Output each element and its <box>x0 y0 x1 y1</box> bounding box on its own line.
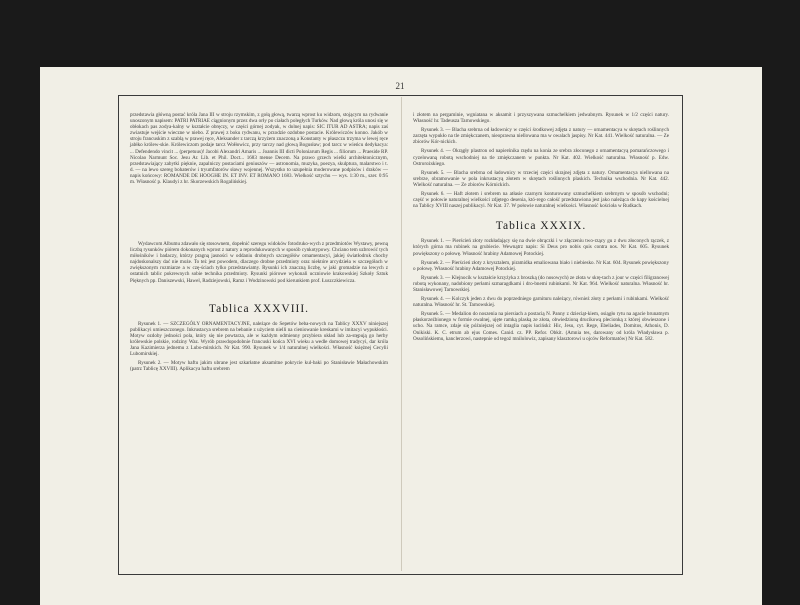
column-divider <box>401 97 402 571</box>
right-paragraph-4: Rysunek 5. — Blacha srebrna od ładownicy w trzeciej części skrajnej zdjęta z natury. Ornamentacya niellowana na srebrze, obramowanie w pola inkrustacyą złotem w skrętach roślinnych plaskich. Technika wschodnia. Nr Kat. 442. Wielkość naturalna. — Ze zbiorów Kórnickich. <box>413 169 669 188</box>
right-paragraph-3: Rysunek 4. — Okrągły plastron od napierśnika rzędu na konia ze srebra złoconego z ornamentacyą pomarańczowego i cyzelowaną robotą wschodniej na tle zmiękczanem w punkta. Nr Kat. 402. Wielkość naturalna. Własność p. Edw. Ostrorożskiego. <box>413 148 669 167</box>
section-heading-xxxviii: Tablica XXXVIII. <box>208 302 310 315</box>
left-column <box>130 112 388 188</box>
right-paragraph-5: Rysunek 6. — Haft złotem i srebrem na atłasie czarnym konturowany szmuchelkiem srebrnym w sposób wschodni; część w połowie naturalnej wielkości zdjętego desenia, któ-rego całość przedstawiona jest jako należąca do kapy kościelnej na Tablicy XVIII naszej publikacyi. Nr Kat. 37. W połowie naturalnej wielkości. Własność kościoła w Rudkach. <box>413 191 669 210</box>
right-paragraph-1: i złotem na pergaminie, wgniatana w aksamit i przyszywana szmuchelkiem jedwabnym. Rysunek w 1/2 części natury. Własność hr. Tadeusza Tarnowskiego. <box>413 112 669 125</box>
right-paragraph-10: Rysunek 5. — Medalion do noszenia na piersiach a postacią N. Panny z dzieciąt-kiem, osiągło rytu na agacie brunatnym płaskorzeźbionego w formie owalnej, ujęte ramką plaską ze złota, obwiedzioną drucikową plecionką z której obwieszone i ucho. Na ramce, zdaje się późniejszej od intaglia napis łaciński: Hic, Jesu, cyt. Rege, Ebeliades, Domitos, Athonis, D. Onikiski. K. C. etrum ab ejus Comes. Canid. cz. PP. Refor. Obkit. (Amnia tes, darowany od króla Władysława p. Ossolińskiemu, kanclerzowi, nastepnie od tegoż mnilolowiz, zapisany klasztorowi u ojców Reformatów) Nr Kat. 582. <box>413 311 669 342</box>
right-paragraph-6: Rysunek 1. — Pierścień złoty rozkładający się na dwie obrączki i w złączeniu two-rzący gu z dwu złoconych rączek, z których górna ma rubinek na grubiecie. Wewnątrz napis: Si Deus pro nobis quis contra nos. Nr Kat. 605. Rysunek powiększony o połowę. Własność hrabiny Adamowej Potockiej. <box>413 238 669 257</box>
left-column-lower <box>130 241 388 375</box>
section-heading-xxxix: Tablica XXXIX. <box>495 220 587 233</box>
left-paragraph-4: Rysunek 2. — Motyw haftu jakim ubrane jest szkarłatne aksamitne pokrycie kul-baki po Stanisławie Małachowskim (patrz Tablicę XXVIII). Aplikacya haftu srebrem <box>130 360 388 373</box>
right-paragraph-2: Rysunek 3. — Blacha srebrna od ładownicy w części środkowej zdjęta z natury — ornamentacya w skrętach roślinnych zarzęta wypukło na tle zmiękczanem, nieoprawna niellowana ma w owalach jaspisy. Nr Kat. 441. Wielkość naturalna. — Ze zbiorów Kór-nickich. <box>413 127 669 146</box>
right-paragraph-9: Rysunek 4. — Kolczyk jeden z dwu do poprzedniego garnituru należący, również złoty z perłami i rubinkami. Wielkość naturalna. Własność hr. St. Tarnowskiej. <box>413 296 669 309</box>
left-paragraph-3: Rysunek 1. — SZCZEGÓŁY ORNAMENTACYJNE, należące do Sepetów beba-nowych na Tablicy XXXV niniejszej publikacyi umieszczonego. Inkrustacya srebrem na bebanie z użyciem nielli na cieniowanie kreskami w imitacyi wypukłości. Motyw ozdoby jedności pola, który się nie powtarza, ale w każdym odmienny przybiera układ lub za-stępują go herby królewskie polskie, rodziny Waz. Wyrób prawdopodobnie francuski końca XVI wieku a wedle domowej tradycyi, dar króla Jana Kazimierza jednemu z Lubo-mirskich. Nr Kat. 990. Rysunek w 1/4 naturalnej wielkości. Własność księżnej Cecylii Lubomirskiej. <box>130 320 388 358</box>
left-paragraph-1: przedstawia główną postać króla Jana III w stroju rzymskim, z gołą głową, twarzą wprost ku widzom, stojącym na rydwanie unoszonym napisem: PATRI PATRIAE ciągnionym przez dwa orły po ciałach poległych Turków. Nad głową króla unosi się w obłokach pas zodya-kalny w kształcie obręczy, w części górnej zodyak, w dolnej napis: SIC ITUR AD ASTRA; napis zaś zwiastuje wejście wieczne w niebo. Z prawej z boku rydwanu, w przodzie ozdobne postacie. Królewiczów konno. Jakób w stroju francuskim z szablą w prawej ręce, Aleksander z tarczą krzyżem znaczoną a Konstanty w płaszczu trzyma w lewej ręce jabłko królew-skie. Królewiczom podaje tarcz Wołłowicz, przy tarczy nad głową Bogusław; pod tarcz w wieńcu dedykacya: ... Defendendo vincit ... (perpetuus)! Jacobi Alexandri Amaris ... Joannis III dicti Poloniarum Regis ... filiorum ... Praeside RP. Nicolao Narmunt Soc. Jesu Ar. Lib. et Phil. Doct... 1683 mense Decem. Na prawo grzech wielki architektonicznym, przedstawiający zabytki pięknie, zapalniczy postaciami geniuszów — astronomia, muzyka, poezya, skulptura, malarstwo i t. d. — na lewo szereg bohaterów i tryumfatorów sławy wojennej. Wszystko to uzupełnia moderowane podpisów i draków — napis końcowy: ROMANDE DE HOOGHE IN. ET INV. ET ROMANO 1683. Wielkość sztychu — wys. 1:30 m., szer. 0:95 m. Własność p. Klaudyi z hr. Skorzewskich Rogalińskiej. <box>130 112 388 186</box>
right-paragraph-7: Rysunek 2. — Pierścień złoty z krysztalem, piramidka emaliowana biało i niebiesko. Nr Kat. 604. Rysunek powiększony o połowę. Własność hrabiny Adamowej Potockiej. <box>413 259 669 272</box>
right-column <box>413 112 669 345</box>
right-paragraph-8: Rysunek 3. — Klejnocik w kształcie krzyżyka z broszką (do nosowych) ze złota w skrę-tach z jour w części filigranowej robotą wykonany, nadobiony perłami szmaragdkami i dro-bnemi rubinkami. Nr Kat. 964. Wielkość naturalna. Własność hr. Stanisławowej Tarnowskiej. <box>413 274 669 293</box>
page-number: 21 <box>395 81 405 91</box>
left-paragraph-2: Wydawcom Albumu zdawało się stosownem, dopełnić szeregu widoków fotodruko-wych z przedmiotów Wystawy, pewną liczbą rysunków piórem dokonanych wprost z natury a reprodukowanych w sposób cynkotypowy. Chciano tem uzbrowić tych miłośników i badaczy, którzy pragną jasności w oddaniu drobnych szczegółów ornamentacyi, jakiej światłodruk chocby najdoskonalszy dać nie może. To też jest powodem, dlaczego drobne przedmioty oraz niektóre arcydzieła w szczegółach w zwiększonym rozmiarze a w czę-ściach tylko przedstawiamy. Rysunki ich znaczną liczbę, w jaki gromadzie na lewych z ostatnich tablic pokrewnych sobie technika przedmioty. Rysunki piórowe wykonali uczniowie krakowskiej Szkoły Sztuk Pięknych pp. Daniszewski, Hawel, Radziejowski, Ramz i Wodzinowski pod kierunkiem prof. Łuszczkiewicza. <box>130 241 388 284</box>
